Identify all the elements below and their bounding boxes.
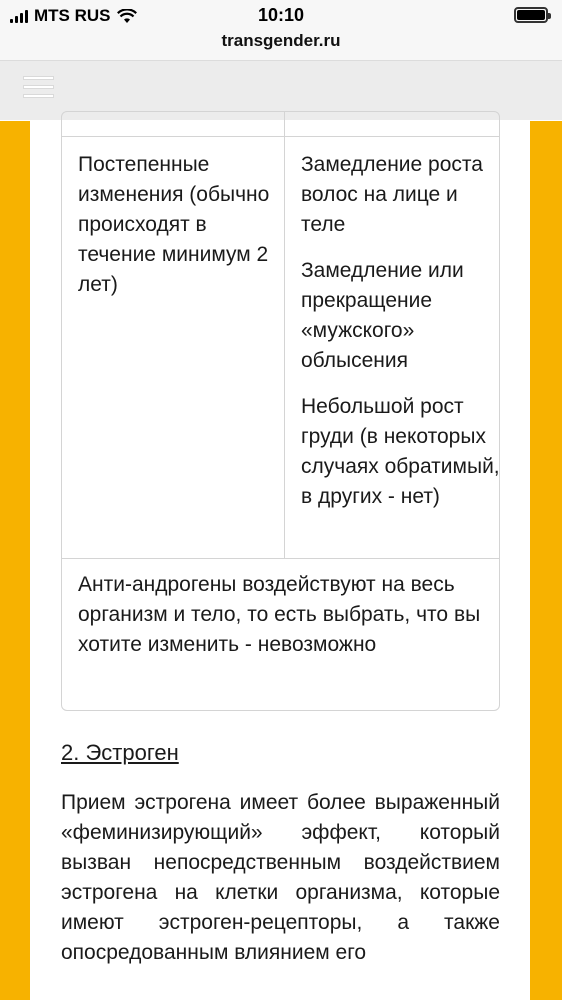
hamburger-icon[interactable] [24, 77, 53, 105]
effect-item: Небольшой рост груди (в некоторых случаях обратимый, в других - нет) [301, 395, 500, 508]
effect-item: Замедление или прекращение «мужского» облысения [301, 259, 464, 372]
section-heading-estrogen[interactable]: 2. Эстроген [61, 740, 179, 765]
right-accent-bar [530, 121, 562, 1000]
main-content [30, 121, 530, 1000]
table-cell-timing: Постепенные изменения (обычно происходят в течение минимум 2 лет) [78, 153, 270, 296]
effect-item: Замедление роста волос на лице и теле [301, 153, 483, 236]
table-row-divider [62, 136, 499, 137]
left-accent-bar [0, 121, 30, 1000]
status-time: 10:10 [257, 5, 305, 25]
carrier-name: MTS RUS [34, 6, 111, 25]
status-bar [0, 0, 562, 30]
effects-table [61, 111, 500, 711]
table-row-divider [62, 558, 499, 559]
url-bar[interactable]: transgender.ru [0, 30, 562, 60]
table-cell-note: Анти-андрогены воздействуют на весь организм и тело, то есть выбрать, что вы хотите изменить - невозможно [78, 573, 481, 656]
battery-icon [514, 7, 548, 23]
table-column-divider [284, 112, 285, 558]
section-paragraph: Прием эстрогена имеет более выраженный «феминизирующий» эффект, который вызван непосредственным воздействием эстрогена на клетки организма, которые имеют эстроген-рецепторы, а также опосредованным влиянием его [61, 791, 500, 964]
table-cell-effects [301, 150, 501, 528]
